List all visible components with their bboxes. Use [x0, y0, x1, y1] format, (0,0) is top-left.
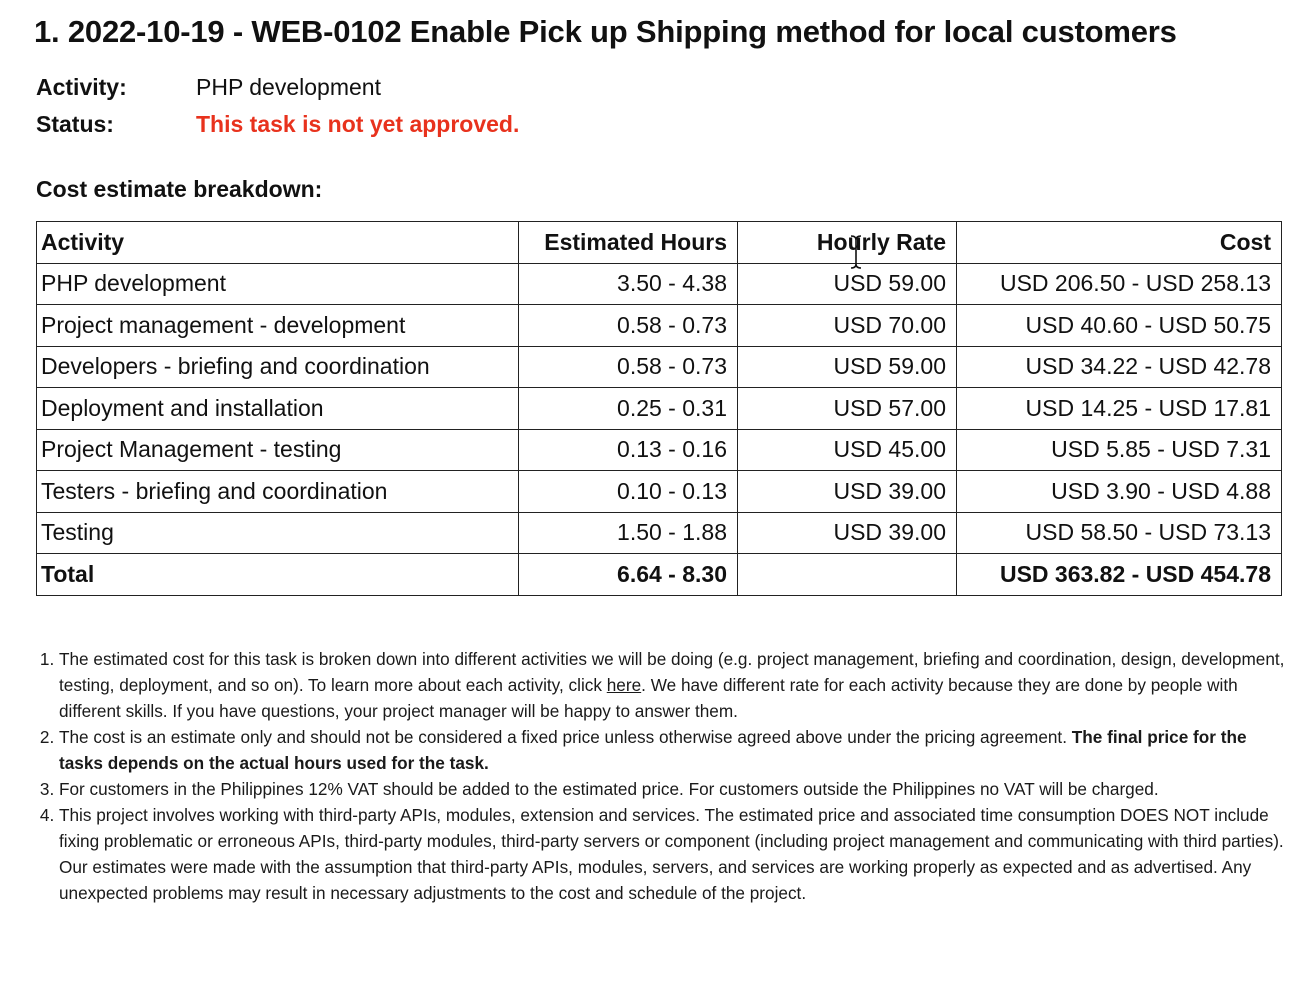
- table-row: [37, 512, 1282, 554]
- cell-cost: USD 34.22 - USD 42.78: [957, 346, 1282, 388]
- cell-activity: Developers - briefing and coordination: [37, 346, 519, 388]
- note-item: [59, 802, 1289, 906]
- cell-activity: Testing: [37, 512, 519, 554]
- cell-rate: USD 57.00: [738, 388, 957, 430]
- cell-hours: 0.58 - 0.73: [519, 346, 738, 388]
- cell-activity: Testers - briefing and coordination: [37, 471, 519, 513]
- learn-more-link[interactable]: here: [606, 675, 642, 695]
- table-row: [37, 263, 1282, 305]
- table-total-row: [37, 554, 1282, 596]
- note-3-text: For customers in the Philippines 12% VAT should be added to the estimated price. For customers outside the Philippines no VAT will be charged.: [59, 779, 1159, 799]
- header-cost: Cost: [957, 222, 1282, 264]
- cell-rate: USD 70.00: [738, 305, 957, 347]
- activity-label: Activity:: [36, 74, 127, 100]
- note-4-text: This project involves working with third-party APIs, modules, extension and services. The estimated price and associated time consumption DOES NOT include fixing problematic or erroneous APIs, third-party modules, third-party servers or component (including project management and communicating with third parties). Our estimates were made with the assumption that third-party APIs, modules, servers, and services are working properly as expected and as advertised. Any unexpected problems may result in necessary adjustments to the cost and schedule of the project.: [59, 805, 1284, 903]
- cell-cost: USD 40.60 - USD 50.75: [957, 305, 1282, 347]
- table-row: [37, 305, 1282, 347]
- cell-cost: USD 14.25 - USD 17.81: [957, 388, 1282, 430]
- task-title: 1. 2022-10-19 - WEB-0102 Enable Pick up Shipping method for local customers: [34, 14, 1177, 49]
- cell-cost: USD 5.85 - USD 7.31: [957, 429, 1282, 471]
- cell-cost: USD 58.50 - USD 73.13: [957, 512, 1282, 554]
- total-cost: USD 363.82 - USD 454.78: [957, 554, 1282, 596]
- cell-rate: USD 59.00: [738, 346, 957, 388]
- note-1-text-end: . We have different rate for each activity because they are done by people with different skills. If you have questions, your project manager will be happy to answer them.: [59, 675, 1238, 721]
- total-rate: [738, 554, 957, 596]
- cell-activity: Deployment and installation: [37, 388, 519, 430]
- breakdown-heading: Cost estimate breakdown:: [36, 176, 323, 202]
- cell-rate: USD 59.00: [738, 263, 957, 305]
- total-label: Total: [37, 554, 519, 596]
- note-1-text: The estimated cost for this task is broken down into different activities we will be doing (e.g. project management, briefing and coordination, design, development, testing, deployment, and so on). To learn more about each activity, click: [59, 649, 1285, 695]
- header-hourly-rate: Hourly Rate: [738, 222, 957, 264]
- cell-activity: Project management - development: [37, 305, 519, 347]
- note-item: [59, 646, 1289, 724]
- cell-activity: Project Management - testing: [37, 429, 519, 471]
- cell-activity: PHP development: [37, 263, 519, 305]
- cell-cost: USD 206.50 - USD 258.13: [957, 263, 1282, 305]
- cell-hours: 0.58 - 0.73: [519, 305, 738, 347]
- table-row: [37, 388, 1282, 430]
- table-row: [37, 429, 1282, 471]
- status-label: Status:: [36, 111, 114, 137]
- note-2-bold: The final price for the tasks depends on the actual hours used for the task.: [59, 727, 1247, 773]
- activity-value: PHP development: [196, 74, 381, 100]
- notes-list: [36, 646, 1289, 906]
- text-cursor-icon: [848, 234, 864, 270]
- table-header-row: [37, 222, 1282, 264]
- cost-breakdown-table: [36, 221, 1282, 596]
- note-item: [59, 724, 1289, 776]
- cell-hours: 0.10 - 0.13: [519, 471, 738, 513]
- cell-cost: USD 3.90 - USD 4.88: [957, 471, 1282, 513]
- total-hours: 6.64 - 8.30: [519, 554, 738, 596]
- table-row: [37, 471, 1282, 513]
- cell-hours: 0.13 - 0.16: [519, 429, 738, 471]
- cell-hours: 0.25 - 0.31: [519, 388, 738, 430]
- note-2-text: The cost is an estimate only and should not be considered a fixed price unless otherwise agreed above under the pricing agreement.: [59, 727, 1072, 747]
- cell-rate: USD 39.00: [738, 512, 957, 554]
- cell-hours: 1.50 - 1.88: [519, 512, 738, 554]
- cell-rate: USD 39.00: [738, 471, 957, 513]
- cell-rate: USD 45.00: [738, 429, 957, 471]
- cell-hours: 3.50 - 4.38: [519, 263, 738, 305]
- header-estimated-hours: Estimated Hours: [519, 222, 738, 264]
- header-activity: Activity: [37, 222, 519, 264]
- note-item: [59, 776, 1289, 802]
- status-value: This task is not yet approved.: [196, 111, 520, 137]
- table-row: [37, 346, 1282, 388]
